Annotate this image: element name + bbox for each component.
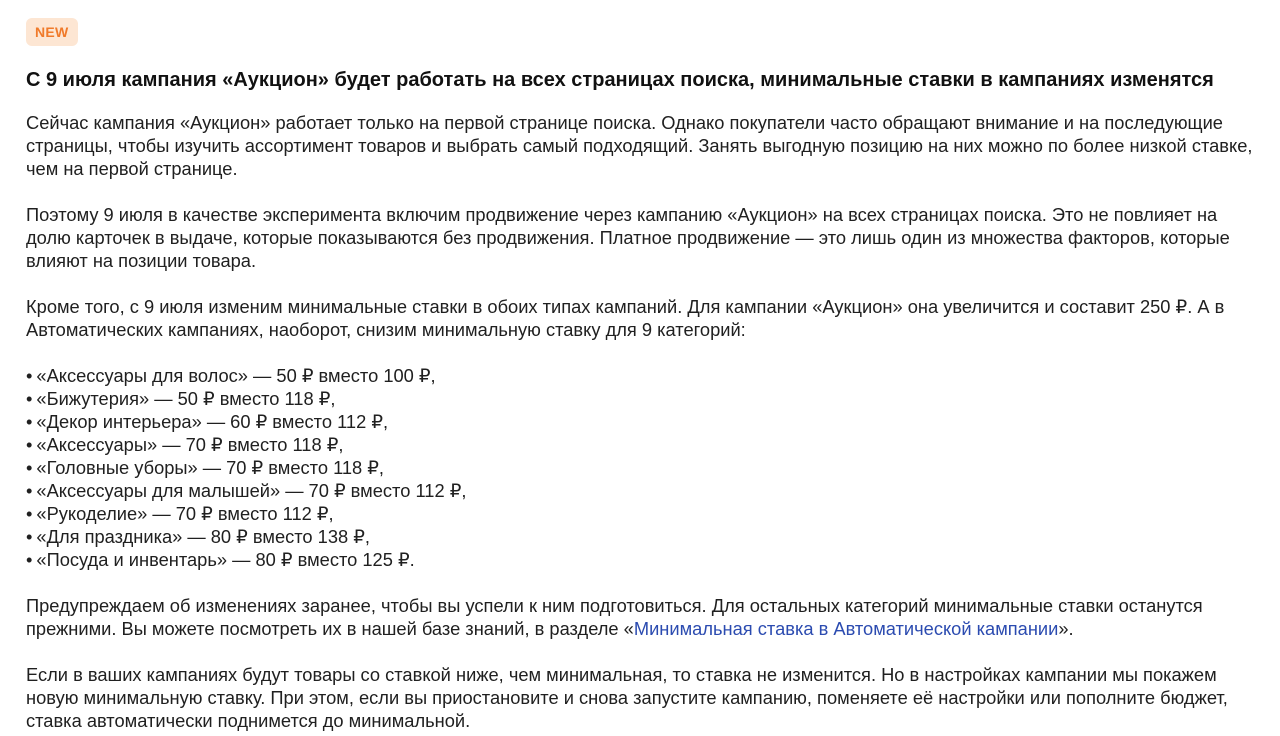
bullet: • bbox=[26, 480, 33, 501]
bullet: • bbox=[26, 365, 33, 386]
bullet: • bbox=[26, 526, 33, 547]
list-item-text: «Посуда и инвентарь» — 80 ₽ вместо 125 ₽. bbox=[36, 549, 415, 570]
paragraph-min-bids: Кроме того, с 9 июля изменим минимальные ставки в обоих типах кампаний. Для кампании «Аукцион» она увеличится и составит 250 ₽. А в Автоматических кампаниях, наоборот, снизим минимальную ставку для 9 категорий: bbox=[26, 296, 1225, 340]
category-list bbox=[26, 364, 1258, 571]
bullet: • bbox=[26, 434, 33, 455]
list-item bbox=[26, 502, 1258, 525]
paragraph-text: ». bbox=[1058, 618, 1074, 639]
bullet: • bbox=[26, 411, 33, 432]
paragraph-bid-behavior: Если в ваших кампаниях будут товары со ставкой ниже, чем минимальная, то ставка не изменится. Но в настройках кампании мы покажем новую минимальную ставку. При этом, если вы приостановите и снова запустите кампанию, поменяете её настройки или пополните бюджет, ставка автоматически поднимется до минимальной. bbox=[26, 664, 1228, 731]
list-item-text: «Аксессуары» — 70 ₽ вместо 118 ₽, bbox=[36, 434, 344, 455]
paragraph-advance-notice bbox=[26, 594, 1258, 640]
paragraph-text: Предупреждаем об изменениях заранее, чтобы вы успели к ним подготовиться. Для остальных категорий минимальные ставки останутся прежними. Вы можете посмотреть их в нашей базе знаний, в разделе « bbox=[26, 595, 1203, 639]
list-item-text: «Бижутерия» — 50 ₽ вместо 118 ₽, bbox=[36, 388, 336, 409]
list-item bbox=[26, 548, 1258, 571]
list-item bbox=[26, 387, 1258, 410]
bullet: • bbox=[26, 388, 33, 409]
bullet: • bbox=[26, 457, 33, 478]
list-item bbox=[26, 364, 1258, 387]
list-item bbox=[26, 433, 1258, 456]
list-item-text: «Аксессуары для малышей» — 70 ₽ вместо 112 ₽, bbox=[36, 480, 467, 501]
list-item bbox=[26, 456, 1258, 479]
list-item-text: «Головные уборы» — 70 ₽ вместо 118 ₽, bbox=[36, 457, 384, 478]
bullet: • bbox=[26, 549, 33, 570]
list-item-text: «Аксессуары для волос» — 50 ₽ вместо 100 ₽, bbox=[36, 365, 436, 386]
article-title: С 9 июля кампания «Аукцион» будет работать на всех страницах поиска, минимальные ставки в кампаниях изменятся bbox=[26, 69, 1214, 91]
list-item-text: «Декор интерьера» — 60 ₽ вместо 112 ₽, bbox=[36, 411, 389, 432]
list-item bbox=[26, 410, 1258, 433]
list-item-text: «Для праздника» — 80 ₽ вместо 138 ₽, bbox=[36, 526, 370, 547]
new-badge: NEW bbox=[26, 18, 78, 46]
paragraph-intro: Сейчас кампания «Аукцион» работает только на первой странице поиска. Однако покупатели часто обращают внимание и на последующие страницы, чтобы изучить ассортимент товаров и выбрать самый подходящий. Занять выгодную позицию на них можно по более низкой ставке, чем на первой странице. bbox=[26, 112, 1253, 179]
bullet: • bbox=[26, 503, 33, 524]
paragraph-experiment: Поэтому 9 июля в качестве эксперимента включим продвижение через кампанию «Аукцион» на всех страницах поиска. Это не повлияет на долю карточек в выдаче, которые показываются без продвижения. Платное продвижение — это лишь один из множества факторов, которые влияют на позиции товара. bbox=[26, 204, 1230, 271]
knowledge-base-link[interactable]: Минимальная ставка в Автоматической кампании bbox=[633, 618, 1059, 639]
list-item bbox=[26, 525, 1258, 548]
list-item bbox=[26, 479, 1258, 502]
list-item-text: «Рукоделие» — 70 ₽ вместо 112 ₽, bbox=[36, 503, 334, 524]
